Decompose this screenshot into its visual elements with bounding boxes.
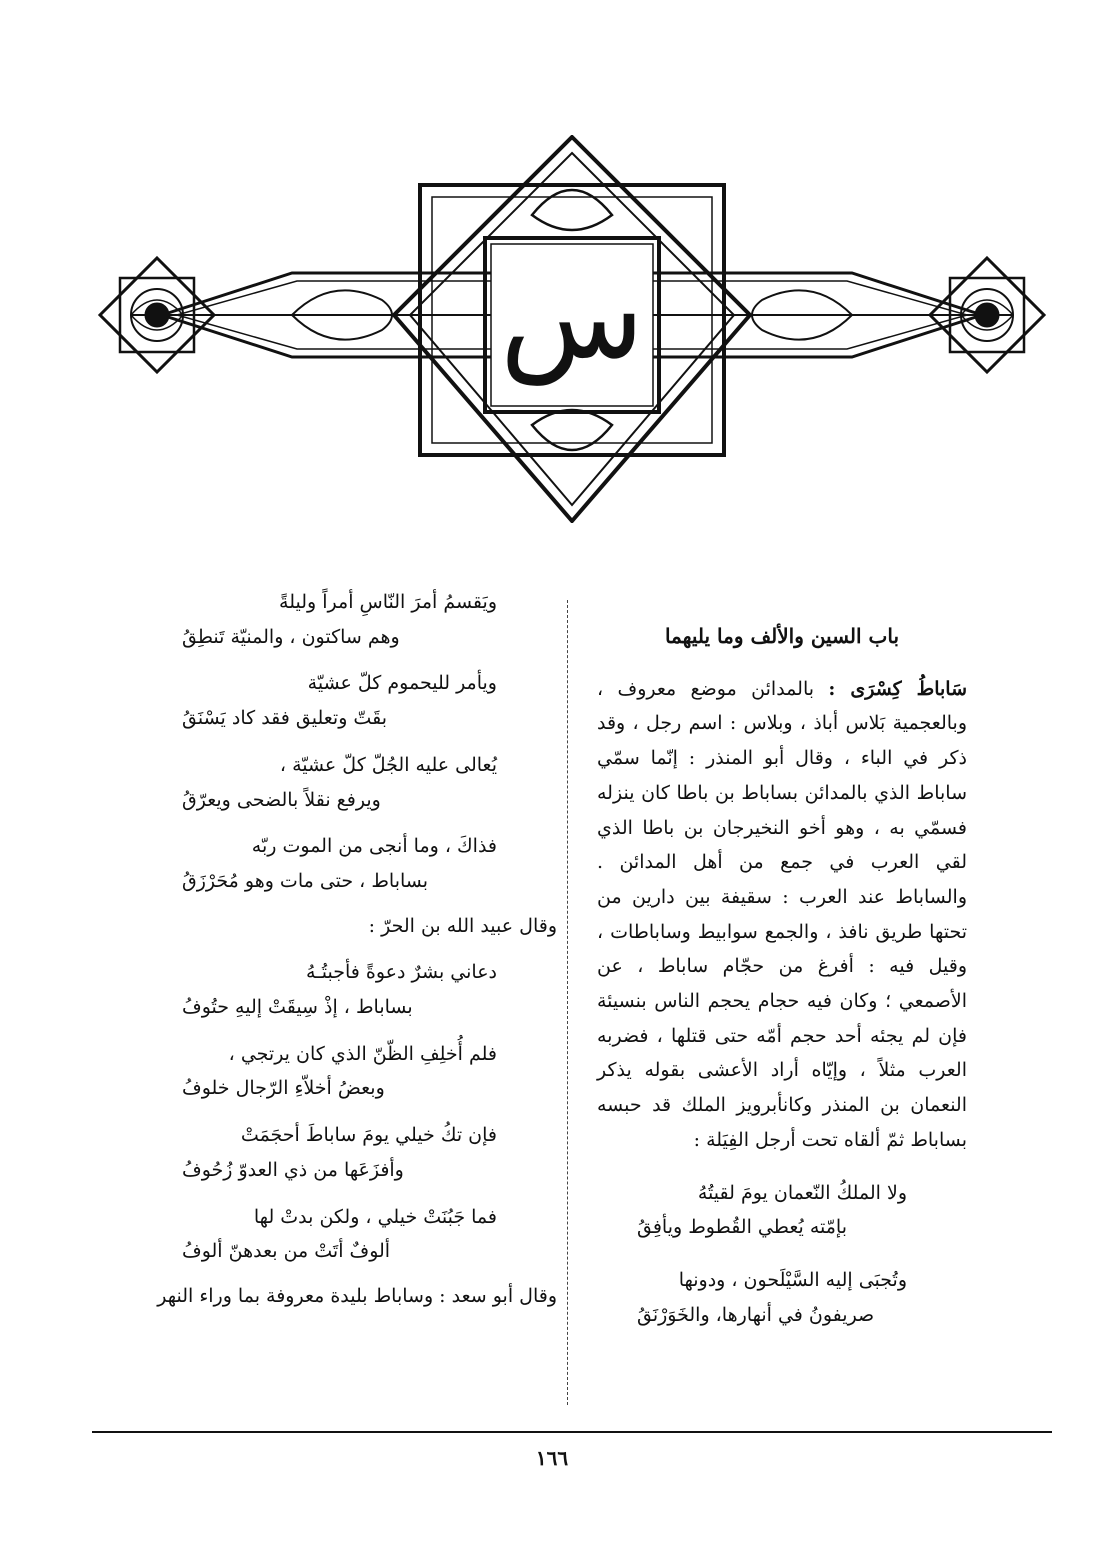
column-divider (567, 600, 568, 1405)
verse-hemistich: فإن تكُ خيلي يومَ ساباطَ أحجَمَتْ (240, 1124, 497, 1147)
verse (92, 666, 557, 735)
chapter-letter: س (499, 247, 645, 385)
verse-hemistich: ولا الملكُ النّعمان يومَ لقيتُهُ (697, 1181, 907, 1204)
verse (92, 955, 557, 1024)
verse-hemistich: فلم أُخلِفِ الظّنّ الذي كان يرتجي ، (228, 1042, 497, 1065)
verse (92, 1200, 557, 1269)
header-ornament (92, 135, 1052, 523)
entry-paragraph (597, 672, 967, 1158)
verse-hemistich: صريفونُ في أنهارها، والخَوَرْنَقُ (637, 1303, 875, 1326)
verse (597, 1176, 967, 1245)
verse-hemistich: يُعالى عليه الجُلّ كلّ عشيّة ، (279, 753, 497, 776)
verse (92, 585, 557, 654)
entry-text: بالمدائن موضع معروف ، وبالعجمية بَلاس أباذ ، وبلاس : اسم رجل ، وقد ذكر في الباء ، وقال أبو المنذر : إنّما سمّي ساباط الذي بالمدائن بساباط بن باطا كان ينزله فسمّي به ، وهو أخو النخيرجان بن باطا الذي لقي العرب في جمع من أهل المدائن . والساباط عند العرب : سقيفة بين دارين من تحتها طريق نافذ ، والجمع سوابيط وساباطات ، وقيل فيه : أفرغ من حجّام ساباط ، عن الأصمعي ؛ وكان فيه حجام يحجم الناس بنسيئة فإن لم يجئه أحد حجم أمّه حتى قتلها ، فضربه العرب مثلاً ، وإيّاه أراد الأعشى بقوله يذكر النعمان بن المنذر وكانأبرويز الملك قد حبسه بساباط ثمّ ألقاه تحت أرجل الفِيَلة : (597, 677, 967, 1151)
verse (92, 829, 557, 898)
verse-hemistich: فما جَبُنَتْ خيلي ، ولكن بدتْ لها (253, 1205, 497, 1228)
verse-hemistich: بقَتّ وتعليق فقد كاد يَسْنَقُ (182, 707, 387, 730)
page-number: ١٦٦ (535, 1446, 569, 1470)
verse-hemistich: وتُجبَى إليه السَّيْلَحون ، ودونها (678, 1268, 907, 1291)
footer-rule (92, 1431, 1052, 1433)
verse-hemistich: ويَقسمُ أمرَ النّاسِ أمراً وليلةً (279, 591, 497, 613)
verse (92, 748, 557, 817)
verse-hemistich: ويرفع نقلاً بالضحى ويعرّقُ (182, 788, 381, 811)
verse-hemistich: ألوفٌ أتَتْ من بعدهنّ ألوفُ (182, 1240, 391, 1263)
verse-hemistich: بساباط ، إذْ سِيقَتْ إليهِ حتُوفُ (182, 996, 413, 1019)
verse-hemistich: دعاني بشرٌ دعوةً فأجبتُـهُ (306, 961, 497, 984)
right-column (597, 575, 967, 1415)
verse (597, 1263, 967, 1332)
left-column (92, 575, 557, 1415)
closing-line: وقال أبو سعد : وساباط بليدة معروفة بما وراء النهر (157, 1284, 557, 1307)
section-title: باب السين والألف وما يليهما (664, 624, 900, 648)
headword: سَاباطُ كِسْرَى : (828, 677, 968, 700)
poem-attribution: وقال عبيد الله بن الحرّ : (368, 914, 557, 937)
verse-hemistich: وأفزَعَها من ذي العدوّ زُحُوفُ (182, 1158, 404, 1181)
verse (92, 1037, 557, 1106)
verse-hemistich: بإمّته يُعطي القُطوط ويأفِقُ (637, 1216, 848, 1239)
verse-hemistich: وهم ساكتون ، والمنيّة تَنطِقُ (182, 625, 400, 648)
verse-hemistich: فذاكَ ، وما أنجى من الموت ربّه (251, 835, 497, 858)
verse-hemistich: وبعضُ أخلاّءِ الرّجال خلوفُ (182, 1077, 385, 1100)
verse (92, 1118, 557, 1187)
verse-hemistich: بساباط ، حتى مات وهو مُحَرْزَقُ (182, 869, 429, 892)
verse-hemistich: ويأمر لليحموم كلّ عشيّة (307, 672, 497, 695)
